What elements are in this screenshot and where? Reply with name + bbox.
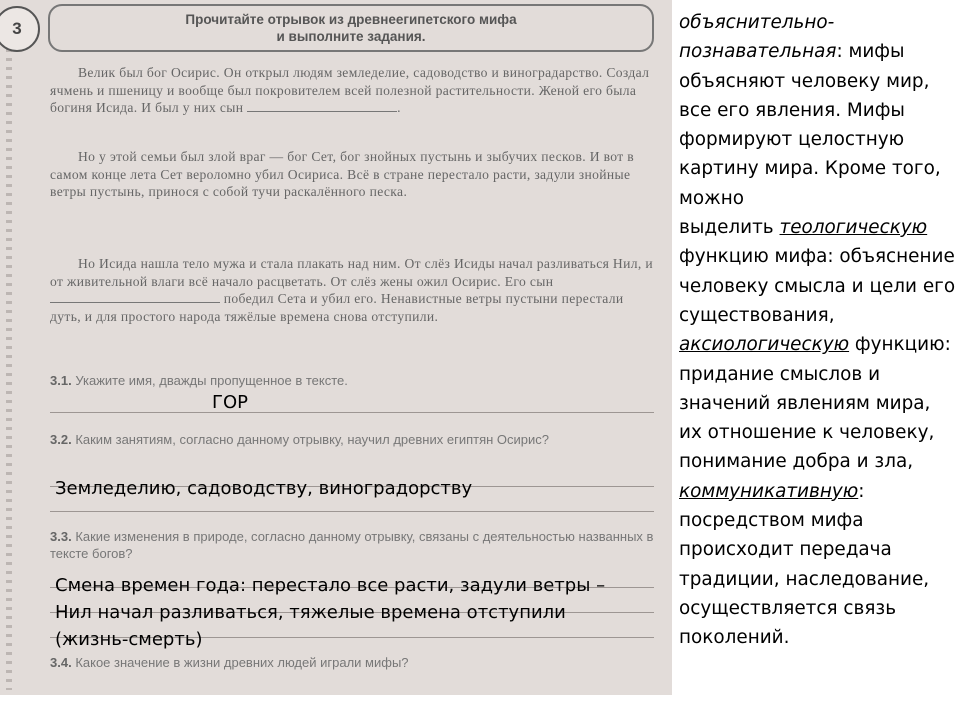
answer-3-3-line2: Нил начал разливаться, тяжелые времена отступили [55,602,566,623]
notes-text-5: : посредством мифа происходит передача традиции, наследование, осуществляется связь поколений. [679,480,930,649]
notes-text-1: : мифы объясняют человеку мир, все его явления. Мифы формируют целостную картину мира. Кроме того, можно [679,41,941,209]
function-theological: теологическую [779,217,928,239]
myth-paragraph-2 [50,148,654,201]
question-3-2-number: 3.2. [50,432,72,447]
question-3-1-text: Укажите имя, дважды пропущенное в тексте. [75,373,348,388]
notes-text-2: выделить [679,217,780,239]
answer-3-1: ГОР [212,392,248,413]
question-3-3 [50,528,654,562]
missing-name-blank-1 [247,99,397,112]
function-cognitive: объяснительно-познавательная [679,12,837,63]
answer-line [50,511,654,512]
answer-3-3-line1: Смена времен года: перестало все расти, задули ветры – [55,575,606,596]
question-3-1 [50,372,654,389]
notes-text-4: функцию: придание смыслов и значений явлениям мира, их отношение к человеку, понимание добра и зла, [679,334,951,473]
question-3-4-text: Какое значение в жизни древних людей играли мифы? [75,655,409,670]
missing-name-blank-2 [50,290,220,303]
myth-paragraph-3 [50,255,654,325]
myth-paragraph-1-text: Велик был бог Осирис. Он открыл людям земледелие, садоводство и виноградарство. Создал ячмень и пшеницу и вообще был покровителем всей полезной растительности. Женой его была богиня Исида. И был у них сын [50,65,650,116]
myth-paragraph-3-text-b: победил Сета и убил его. Ненавистные ветры пустыни перестали дуть, и для простого народа тяжёлые времена снова отступили. [50,291,624,324]
question-3-1-number: 3.1. [50,373,72,388]
question-3-4 [50,654,654,671]
myth-functions-notes [679,8,957,653]
binding-holes [6,40,12,690]
question-3-2 [50,431,654,448]
question-3-3-text: Какие изменения в природе, согласно данному отрывку, связаны с деятельностью названных в тексте богов? [50,529,654,561]
function-communicative: коммуникативную [679,480,859,502]
answer-3-2: Земледелию, садоводству, виноградорству [55,478,473,499]
myth-paragraph-3-text-a: Но Исида нашла тело мужа и стала плакать над ним. От слёз Исиды начал разливаться Нил, и от живительной влаги всё начало расцветать. От слёз жены ожил Осирис. Его сын [50,256,653,289]
myth-paragraph-2-text: Но у этой семьи был злой враг — бог Сет, бог знойных пустынь и зыбучих песков. И вот в самом конце лета Сет вероломно убил Осириса. Всё в стране перестало расти, задули знойные ветры пустынь, принося с собой тучи раскалённого песка. [50,149,635,200]
answer-line [50,412,654,413]
task-title-line2: и выполните задания. [276,29,426,44]
task-title-box [48,4,654,52]
notes-text-3: функцию мифа: объяснение человеку смысла и цели его существования, [679,246,956,326]
question-3-4-number: 3.4. [50,655,72,670]
answer-3-3-line3: (жизнь-смерть) [55,629,203,650]
function-axiological: аксиологическую [679,334,850,356]
question-3-3-number: 3.3. [50,529,72,544]
question-3-2-text: Каким занятиям, согласно данному отрывку, научил древних египтян Осирис? [75,432,549,447]
task-title-line1: Прочитайте отрывок из древнеегипетского мифа [185,12,517,27]
myth-paragraph-1: Велик был бог Осирис. Он открыл людям земледелие, садоводство и виноградарство. Создал ячмень и пшеницу и вообще был покровителем всей полезной растительности. Женой его была богиня Исида. И был у них сын . [50,65,650,116]
task-number-badge: 3 [0,6,40,52]
